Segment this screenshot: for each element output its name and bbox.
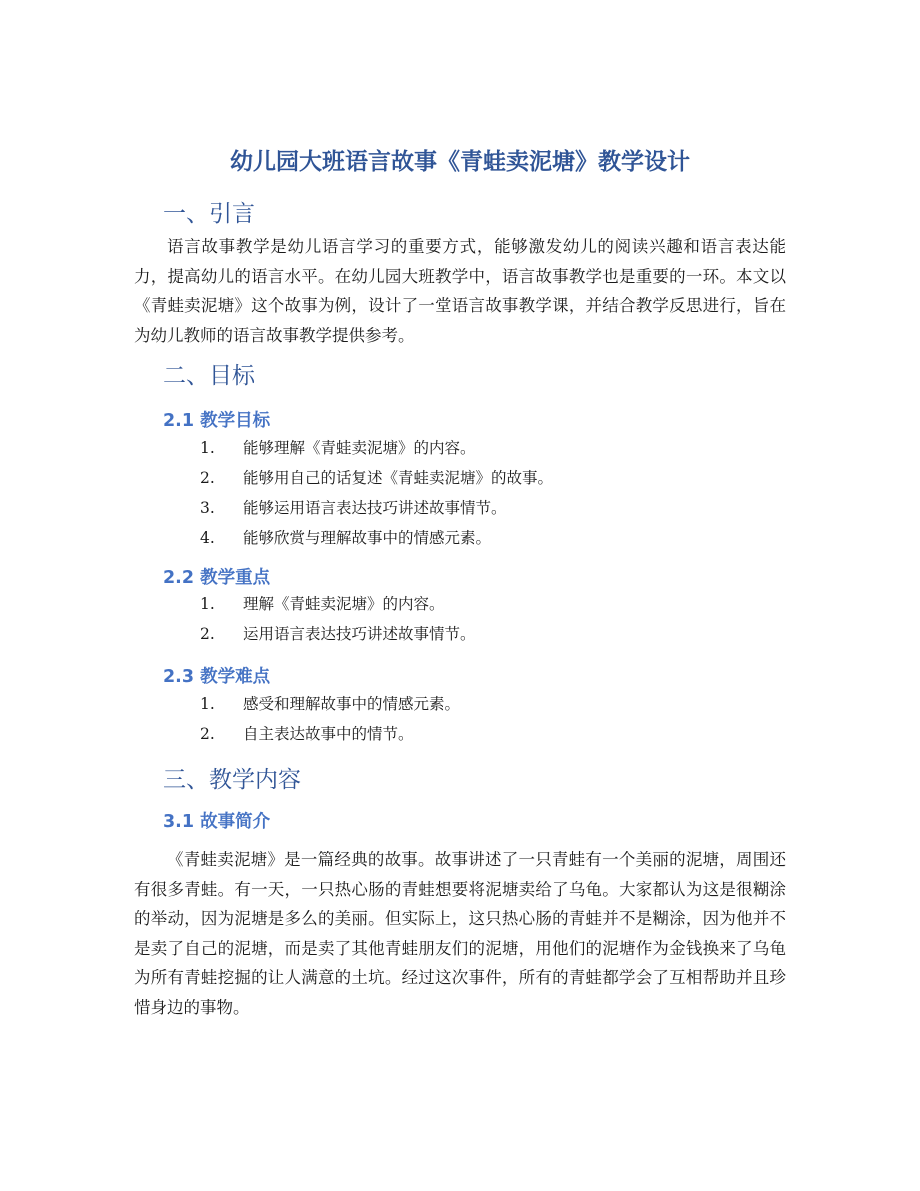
- list-text: 感受和理解故事中的情感元素。: [243, 695, 461, 713]
- section-heading-goals: 二、目标: [163, 363, 255, 389]
- list-number: 2.: [200, 625, 215, 643]
- list-number: 2.: [200, 469, 215, 487]
- story-summary-paragraph: 《青蛙卖泥塘》是一篇经典的故事。故事讲述了一只青蛙有一个美丽的泥塘，周围还有很多青蛙。有一天，一只热心肠的青蛙想要将泥塘卖给了乌龟。大家都认为这是很糊涂的举动，因为泥塘是多么的美丽。但实际上，这只热心肠的青蛙并不是糊涂，因为他并不是卖了自己的泥塘，而是卖了其他青蛙朋友们的泥塘，用他们的泥塘作为金钱换来了乌龟为所有青蛙挖掘的让人满意的土坑。经过这次事件，所有的青蛙都学会了互相帮助并且珍惜身边的事物。: [134, 850, 786, 1017]
- list-text: 能够运用语言表达技巧讲述故事情节。: [243, 499, 507, 517]
- section-heading-intro: 一、引言: [163, 201, 255, 227]
- list-number: 1.: [200, 595, 215, 613]
- list-text: 能够欣赏与理解故事中的情感元素。: [243, 529, 492, 547]
- list-number: 1.: [200, 695, 215, 713]
- list-text: 理解《青蛙卖泥塘》的内容。: [243, 595, 445, 613]
- intro-paragraph: 语言故事教学是幼儿语言学习的重要方式，能够激发幼儿的阅读兴趣和语言表达能力，提高幼儿的语言水平。在幼儿园大班教学中，语言故事教学也是重要的一环。本文以《青蛙卖泥塘》这个故事为例，设计了一堂语言故事教学课，并结合教学反思进行，旨在为幼儿教师的语言故事教学提供参考。: [134, 237, 786, 345]
- list-text: 能够用自己的话复述《青蛙卖泥塘》的故事。: [243, 469, 554, 487]
- document-title: 幼儿园大班语言故事《青蛙卖泥塘》教学设计: [230, 149, 690, 175]
- list-number: 1.: [200, 439, 215, 457]
- subsection-heading-key-points: 2.2 教学重点: [163, 568, 271, 588]
- list-number: 4.: [200, 529, 215, 547]
- list-text: 能够理解《青蛙卖泥塘》的内容。: [243, 439, 476, 457]
- list-number: 3.: [200, 499, 215, 517]
- subsection-heading-teaching-goals: 2.1 教学目标: [163, 411, 271, 431]
- section-heading-content: 三、教学内容: [163, 767, 301, 793]
- subsection-heading-story-summary: 3.1 故事简介: [163, 812, 271, 832]
- subsection-heading-difficulties: 2.3 教学难点: [163, 667, 271, 687]
- list-number: 2.: [200, 725, 215, 743]
- list-text: 自主表达故事中的情节。: [243, 725, 414, 743]
- list-text: 运用语言表达技巧讲述故事情节。: [243, 625, 476, 643]
